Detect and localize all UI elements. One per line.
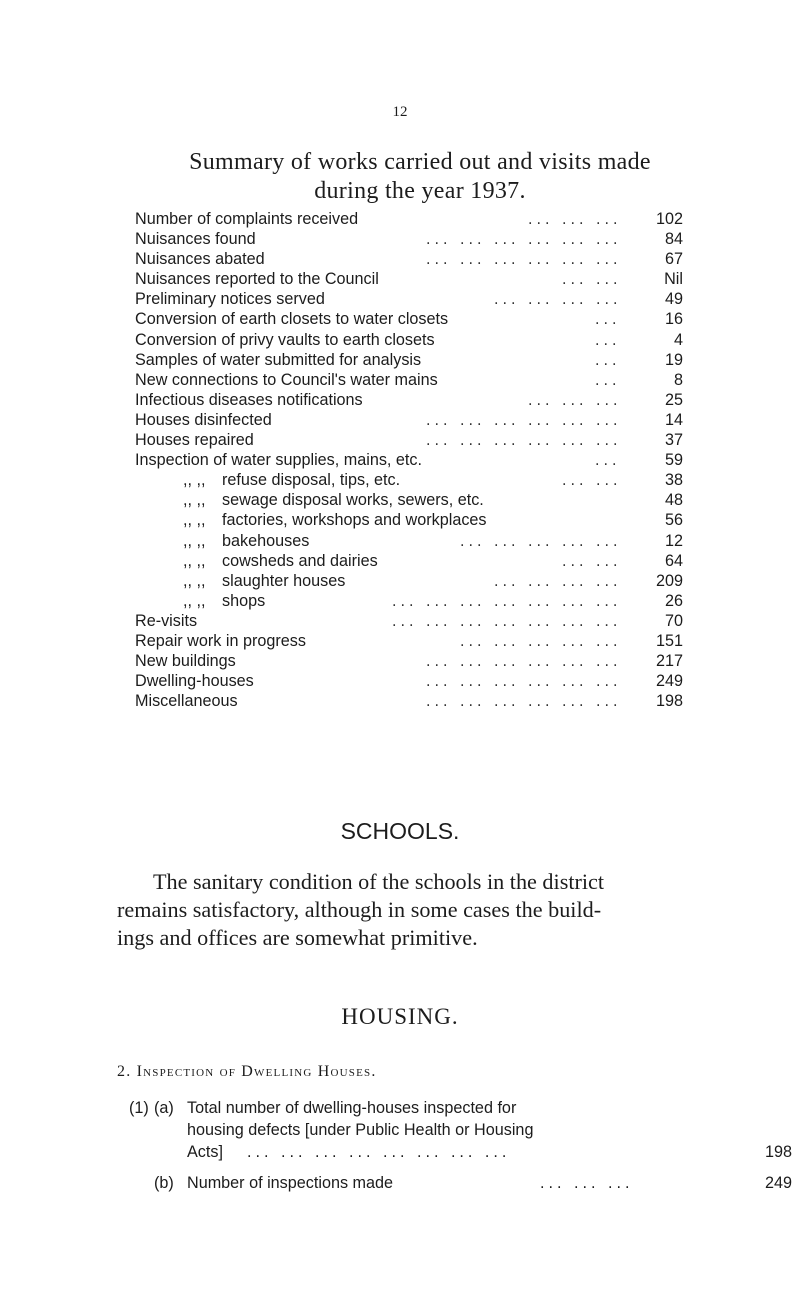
item-a-value: 198 — [764, 1143, 792, 1161]
ditto-mark: ,, ,, — [183, 531, 206, 550]
works-row-value: 249 — [655, 672, 683, 691]
works-row-value: 217 — [655, 652, 683, 671]
works-row-label: Number of complaints received — [135, 210, 359, 228]
leader-dots: ... ... ... ... ... ... — [426, 672, 622, 691]
works-summary-table — [135, 209, 683, 711]
works-row-value: 25 — [664, 390, 683, 409]
works-row-value: 198 — [655, 692, 683, 711]
works-row — [135, 370, 683, 390]
schools-line-3: ings and offices are somewhat primitive. — [117, 925, 478, 950]
works-row-value: Nil — [664, 270, 683, 289]
works-row — [135, 450, 683, 470]
works-row — [135, 571, 683, 591]
schools-line-2: remains satisfactory, although in some cases the build- — [117, 897, 602, 922]
works-row-label: sewage disposal works, sewers, etc. — [222, 491, 484, 510]
leader-dots: ... ... ... ... ... ... — [426, 431, 622, 450]
works-row — [135, 249, 683, 269]
works-row-label: cowsheds and dairies — [222, 551, 378, 570]
works-row — [135, 671, 683, 691]
inspection-subsection-heading: 2. Inspection of Dwelling Houses. — [117, 1063, 377, 1080]
works-row-value: 37 — [664, 431, 683, 450]
ditto-mark: ,, ,, — [183, 511, 206, 530]
leader-dots: ... ... — [562, 471, 622, 490]
works-row-value: 14 — [664, 410, 683, 429]
works-row-label: slaughter houses — [222, 571, 346, 590]
works-row-value: 49 — [664, 290, 683, 309]
works-row-value: 19 — [664, 350, 683, 369]
leader-dots: ... — [595, 370, 621, 389]
works-row-label: Miscellaneous — [135, 692, 238, 711]
item-a-line-1: Total number of dwelling-houses inspected for — [187, 1099, 517, 1117]
works-row-value: 64 — [664, 551, 683, 570]
leader-dots: ... ... ... ... — [494, 290, 622, 309]
works-row — [135, 430, 683, 450]
works-row-label: Nuisances abated — [135, 250, 265, 269]
works-row-value: 16 — [664, 310, 683, 329]
works-row-label: Samples of water submitted for analysis — [135, 350, 422, 369]
works-row — [135, 390, 683, 410]
works-row — [135, 470, 683, 490]
works-row-label: Re-visits — [135, 611, 198, 630]
works-row — [135, 631, 683, 651]
works-row-value: 59 — [664, 451, 683, 470]
title-line-2: during the year 1937. — [314, 178, 526, 204]
works-row-label: Nuisances found — [135, 230, 256, 249]
item-b-value: 249 — [764, 1174, 792, 1192]
item-number: (1) — [129, 1099, 149, 1117]
works-row-value: 12 — [664, 531, 683, 550]
works-row-value: 38 — [664, 471, 683, 490]
works-row — [135, 229, 683, 249]
works-row — [135, 651, 683, 671]
works-row-label: refuse disposal, tips, etc. — [222, 471, 401, 490]
works-row — [135, 410, 683, 430]
ditto-mark: ,, ,, — [183, 551, 206, 570]
works-row — [135, 330, 683, 350]
works-row-value: 56 — [664, 511, 683, 530]
works-row-value: 84 — [664, 230, 683, 249]
ditto-mark: ,, ,, — [183, 591, 206, 610]
works-row-label: shops — [222, 591, 266, 610]
item-a-line-3: Acts] — [187, 1143, 223, 1161]
item-letter-a: (a) — [154, 1099, 174, 1117]
works-row-value: 4 — [673, 330, 683, 349]
works-row-label: Dwelling-houses — [135, 672, 254, 691]
works-row-label: Repair work in progress — [135, 631, 306, 650]
leader-dots: ... ... ... ... ... — [460, 631, 622, 650]
works-row-label: factories, workshops and workplaces — [222, 511, 487, 530]
works-row — [135, 691, 683, 711]
works-row — [135, 269, 683, 289]
works-row-value: 67 — [664, 250, 683, 269]
works-row-label: Preliminary notices served — [135, 290, 325, 309]
works-row-label: Conversion of earth closets to water closets — [135, 310, 449, 329]
leader-dots: ... ... ... — [528, 210, 622, 228]
works-row-value: 151 — [655, 631, 683, 650]
page-number: 12 — [392, 104, 408, 120]
works-row-value: 102 — [655, 210, 683, 228]
leader-dots: ... ... — [562, 551, 622, 570]
works-row — [135, 209, 683, 229]
leader-dots: ... ... ... ... ... ... — [426, 230, 622, 249]
schools-heading: SCHOOLS. — [340, 818, 460, 844]
leader-dots: ... ... ... — [528, 390, 622, 409]
works-row — [135, 510, 683, 530]
leader-dots: ... ... — [562, 270, 622, 289]
works-row-label: Infectious diseases notifications — [135, 390, 363, 409]
works-row — [135, 350, 683, 370]
ditto-mark: ,, ,, — [183, 571, 206, 590]
title-line-1: Summary of works carried out and visits made — [189, 149, 651, 175]
leader-dots: ... ... ... ... ... ... ... — [392, 611, 622, 630]
leader-dots: ... — [595, 330, 621, 349]
works-row-value: 209 — [655, 571, 683, 590]
works-row-value: 26 — [664, 591, 683, 610]
item-b-label: Number of inspections made — [187, 1174, 394, 1192]
works-row-label: bakehouses — [222, 531, 310, 550]
works-row — [135, 591, 683, 611]
schools-paragraph — [117, 868, 737, 952]
works-row-label: Inspection of water supplies, mains, etc. — [135, 451, 423, 470]
works-row-label: New connections to Council's water mains — [135, 370, 438, 389]
works-row-label: Houses repaired — [135, 431, 254, 450]
leader-dots: ... ... ... ... ... — [460, 531, 622, 550]
schools-line-1: The sanitary condition of the schools in the district — [153, 869, 605, 894]
item-a-line-2: housing defects [under Public Health or Housing — [187, 1121, 534, 1139]
leader-dots: ... ... ... ... ... ... — [426, 410, 622, 429]
leader-dots: ... ... ... ... ... ... — [426, 652, 622, 671]
works-row — [135, 309, 683, 329]
housing-heading: HOUSING. — [341, 1004, 459, 1029]
works-row-label: Houses disinfected — [135, 410, 272, 429]
item-letter-b: (b) — [154, 1174, 174, 1192]
leader-dots: ... — [595, 310, 621, 329]
leader-dots: ... ... ... ... ... ... ... — [392, 591, 622, 610]
ditto-mark: ,, ,, — [183, 491, 206, 510]
works-row — [135, 611, 683, 631]
leader-dots: ... — [595, 350, 621, 369]
page-title — [100, 148, 740, 206]
works-row-label: Nuisances reported to the Council — [135, 270, 379, 289]
leader-dots: ... ... ... ... ... ... — [426, 250, 622, 269]
works-row — [135, 289, 683, 309]
leader-dots: ... ... ... ... ... ... — [426, 692, 622, 711]
works-row-value: 8 — [673, 370, 683, 389]
works-row — [135, 490, 683, 510]
ditto-mark: ,, ,, — [183, 471, 206, 490]
works-row-value: 70 — [664, 611, 683, 630]
works-row-value: 48 — [664, 491, 683, 510]
leader-dots: ... — [595, 451, 621, 470]
works-row-label: Conversion of privy vaults to earth closets — [135, 330, 435, 349]
works-row — [135, 531, 683, 551]
leader-dots: ... ... ... ... — [494, 571, 622, 590]
item-a-dots: ... ... ... ... ... ... ... ... — [247, 1143, 511, 1161]
works-row-label: New buildings — [135, 652, 236, 671]
works-row — [135, 551, 683, 571]
item-b-dots: ... ... ... — [540, 1174, 634, 1192]
